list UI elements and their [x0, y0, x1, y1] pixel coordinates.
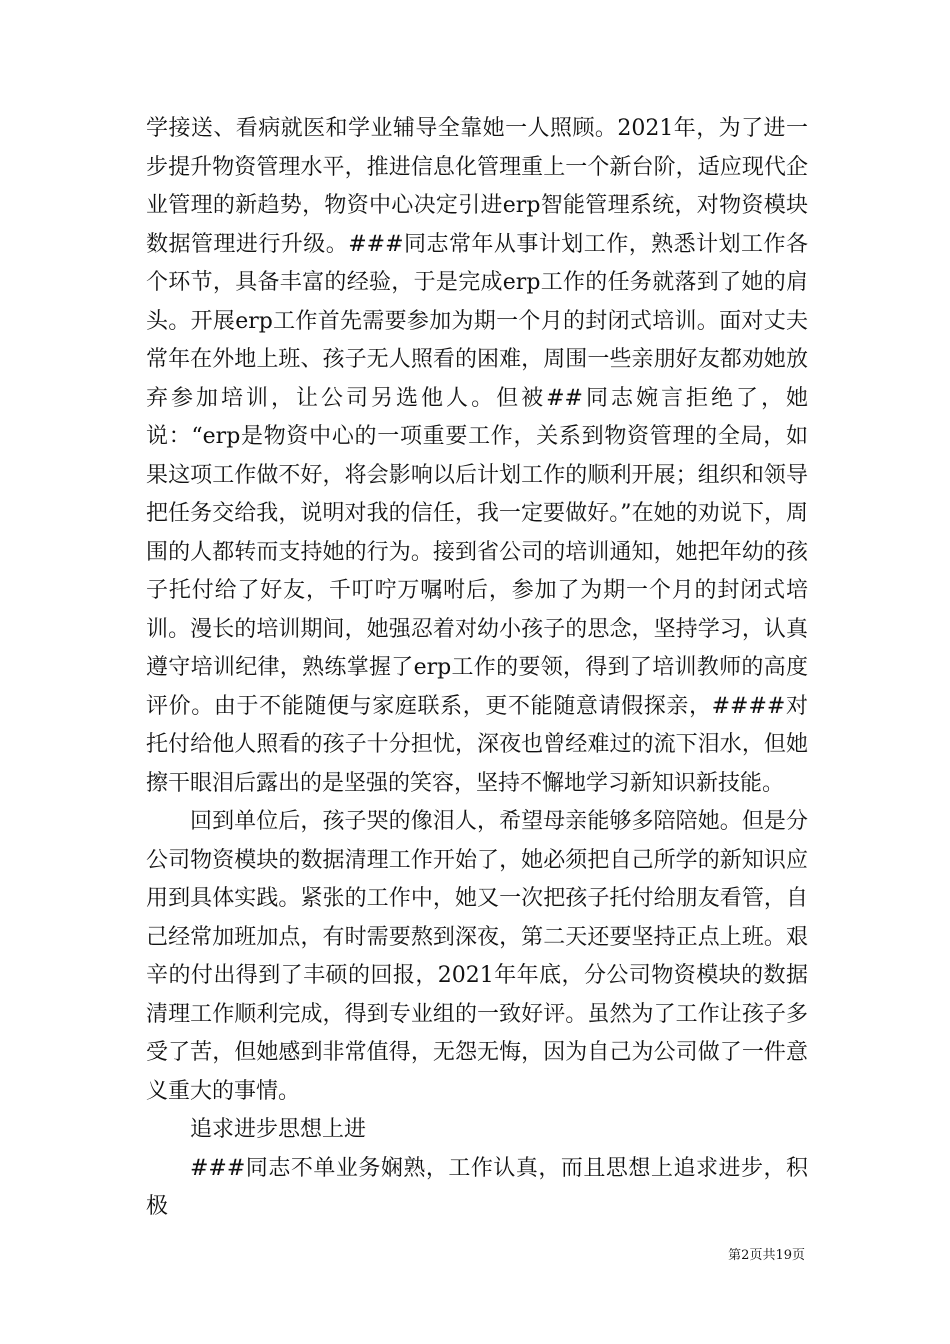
paragraph-return-to-unit: 回到单位后，孩子哭的像泪人，希望母亲能够多陪陪她。但是分公司物资模块的数据清理工作开始了，她必须把自己所学的新知识应用到具体实践。紧张的工作中，她又一次把孩子托付给朋友看管，自己经常加班加点，有时需要熬到深夜，第二天还要坚持正点上班。艰辛的付出得到了丰硕的回报，2021年年底，分公司物资模块的数据清理工作顺利完成，得到专业组的一致好评。虽然为了工作让孩子多受了苦，但她感到非常值得，无怨无悔，因为自己为公司做了一件意义重大的事情。	[146, 809, 808, 1104]
document-body	[146, 110, 808, 1227]
paragraph-progress: ###同志不单业务娴熟，工作认真，而且思想上追求进步，积极	[146, 1155, 808, 1219]
page-number-footer: 第2页共19页	[728, 1248, 805, 1263]
section-heading: 追求进步思想上进	[190, 1117, 367, 1142]
paragraph-continuation: 学接送、看病就医和学业辅导全靠她一人照顾。2021年，为了进一步提升物资管理水平，推进信息化管理重上一个新台阶，适应现代企业管理的新趋势，物资中心决定引进erp智能管理系统，对物资模块数据管理进行升级。###同志常年从事计划工作，熟悉计划工作各个环节，具备丰富的经验，于是完成erp工作的任务就落到了她的肩头。开展erp工作首先需要参加为期一个月的封闭式培训。面对丈夫常年在外地上班、孩子无人照看的困难，周围一些亲朋好友都劝她放弃参加培训，让公司另选他人。但被##同志婉言拒绝了，她说：“erp是物资中心的一项重要工作，关系到物资管理的全局，如果这项工作做不好，将会影响以后计划工作的顺利开展；组织和领导把任务交给我，说明对我的信任，我一定要做好。”在她的劝说下，周围的人都转而支持她的行为。接到省公司的培训通知，她把年幼的孩子托付给了好友，千叮咛万嘱咐后，参加了为期一个月的封闭式培训。漫长的培训期间，她强忍着对幼小孩子的思念，坚持学习，认真遵守培训纪律，熟练掌握了erp工作的要领，得到了培训教师的高度评价。由于不能随便与家庭联系，更不能随意请假探亲，####对托付给他人照看的孩子十分担忧，深夜也曾经难过的流下泪水，但她擦干眼泪后露出的是坚强的笑容，坚持不懈地学习新知识新技能。	[146, 116, 808, 796]
